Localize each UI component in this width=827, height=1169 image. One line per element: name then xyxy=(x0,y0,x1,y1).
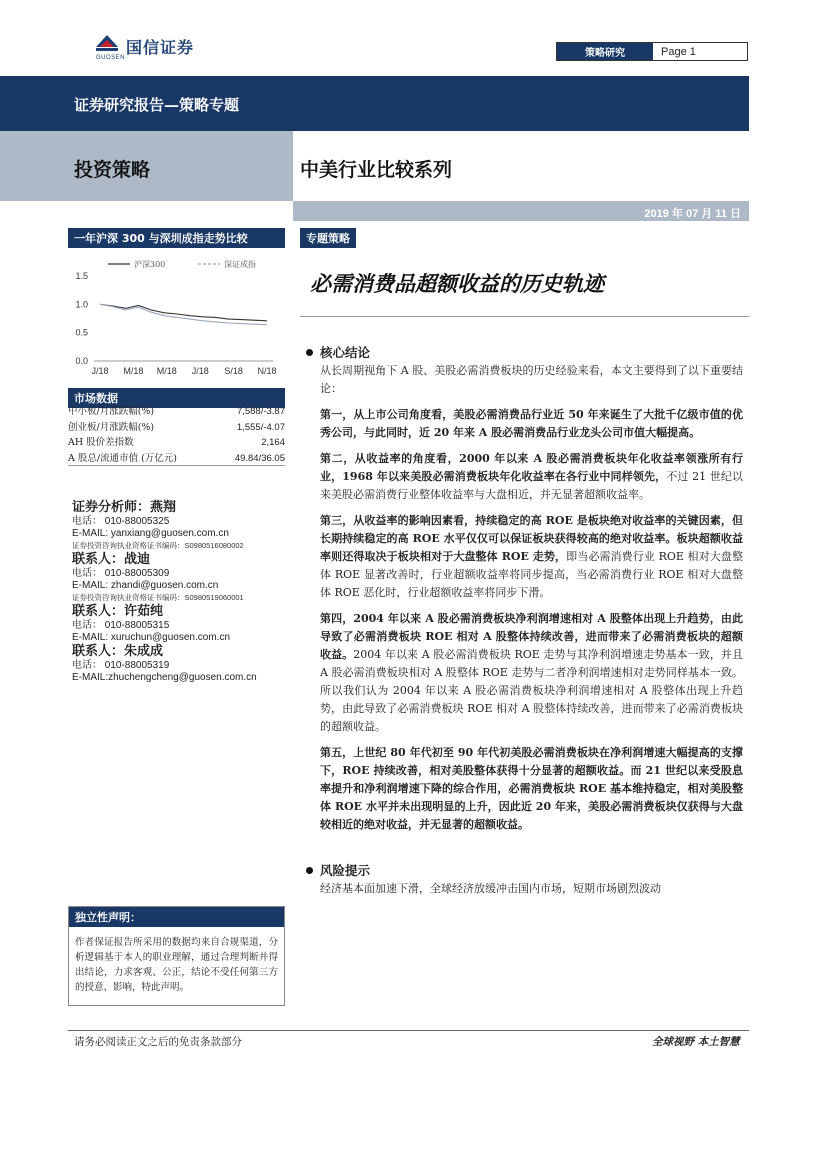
y-tick-label: 0.5 xyxy=(75,327,88,338)
legend-label: 深证成指 xyxy=(224,260,256,269)
footer-slogan: 全球视野 本土智慧 xyxy=(652,1036,740,1048)
conclusion-2-rest: 不过 21 世纪以来美股必需消费行业整体收益率与大盘相近，并无显著超额收益率。 xyxy=(320,470,743,501)
contact-cert: 证券投资咨询执业资格证书编码：S0980519060001 xyxy=(72,593,244,602)
core-conclusion-heading xyxy=(306,343,370,361)
table-row xyxy=(68,420,285,436)
contact-email[interactable]: E-MAIL: xuruchun@guosen.com.cn xyxy=(72,632,231,643)
contact-phone: 电话： 010-88005319 xyxy=(72,660,170,671)
bullet-icon xyxy=(306,867,313,874)
x-tick-label: M/18 xyxy=(156,366,177,376)
series-title: 中美行业比较系列 xyxy=(300,159,453,181)
risk-body: 经济基本面加速下滑，全球经济放缓冲击国内市场，短期市场剧烈波动 xyxy=(320,882,661,895)
page-number: Page 1 xyxy=(661,45,696,58)
risk-heading-label: 风险提示 xyxy=(320,863,371,878)
conclusion-4 xyxy=(320,610,743,736)
header-category-tag: 策略研究 xyxy=(557,43,653,60)
category-banner xyxy=(0,131,293,201)
footer-divider xyxy=(68,1030,749,1031)
row-label: 创业板/月涨跌幅(%) xyxy=(68,421,155,433)
conclusion-4-rest: 2004 年以来 A 股必需消费板块 ROE 走势与其净利润增速走势基本一致，并且 A 股必需消费板块相对 A 股整体 ROE 走势与二者净利润增速相对走势同样基本一致。所以我们认为 2004 年以来 A 股必需消费板块净利润增速相对 A 股整体出现上升趋势，由此导致了必需消费板块 ROE 相对 A 股整体持续改善，进而带来了必需消费板块的超额收益。 xyxy=(320,648,744,733)
contact-name: 联系人：许茹纯 xyxy=(72,604,164,619)
x-tick-label: J/18 xyxy=(191,366,209,376)
category-title: 投资策略 xyxy=(74,159,151,181)
special-topic-tag: 专题策略 xyxy=(300,228,356,248)
y-tick-label: 1.0 xyxy=(75,299,88,310)
market-data-heading: 市场数据 xyxy=(68,388,285,408)
independence-declaration xyxy=(68,906,285,1006)
declaration-heading: 独立性声明： xyxy=(69,907,284,927)
bullet-icon xyxy=(306,349,313,356)
conclusion-2 xyxy=(320,450,743,504)
row-value: 7,588/-3.87 xyxy=(236,406,285,417)
row-value: 2,164 xyxy=(261,437,285,448)
y-tick-label: 1.5 xyxy=(75,271,88,281)
row-label: AH 股价差指数 xyxy=(68,437,134,448)
row-value: 49.84/36.05 xyxy=(234,452,285,464)
conclusion-3-bold: 第三，从收益率的影响因素看，持续稳定的高 ROE 是板块绝对收益率的关键因素，但长期持续稳定的高 ROE 水平仅仅可以保证板块获得较高的绝对收益率。板块超额收益率则还得取决于板块相对于大盘整体 ROE 走势， xyxy=(320,514,743,563)
x-tick-label: M/18 xyxy=(123,366,144,376)
contact-email[interactable]: E-MAIL: zhandi@guosen.com.cn xyxy=(72,580,219,591)
conclusion-3 xyxy=(320,512,743,602)
market-data-table xyxy=(68,404,285,466)
report-type: 证券研究报告—策略专题 xyxy=(74,96,240,114)
row-label: 中小板/月涨跌幅(%) xyxy=(68,406,155,417)
core-conclusion-body xyxy=(320,362,743,842)
contact-phone: 电话： 010-88005315 xyxy=(72,620,170,631)
analyst-contacts xyxy=(72,500,302,684)
guosen-logo-icon xyxy=(94,33,120,55)
row-label: A 股总/流通市值 (万亿元) xyxy=(68,452,178,464)
index-comparison-chart xyxy=(68,246,285,382)
conclusion-3-rest: 即当必需消费行业 ROE 相对大盘整体 ROE 显著改善时，行业超额收益率将同步提高，当必需消费行业 ROE 相对大盘整体 ROE 恶化时，行业超额收益率将同步下滑。 xyxy=(320,550,743,599)
conclusion-2-bold: 第二，从收益率的角度看，2000 年以来 A 股必需消费板块年化收益率领涨所有行业，1968 年以来美股必需消费板块年化收益率在各行业中同样领先， xyxy=(320,452,743,483)
header-tag-box xyxy=(556,42,748,61)
logo-text: 国信证券 xyxy=(126,38,195,57)
contact-name: 联系人：朱成成 xyxy=(72,644,164,659)
analyst-name: 证券分析师：燕翔 xyxy=(72,500,177,515)
logo-sub: GUOSEN xyxy=(96,55,126,61)
conclusion-4-bold: 第四，2004 年以来 A 股必需消费板块净利润增速相对 A 股整体出现上升趋势，由此导致了必需消费板块 ROE 相对 A 股整体持续改善，进而带来了必需消费板块的超额收益。 xyxy=(320,612,743,661)
x-tick-label: S/18 xyxy=(224,366,243,376)
core-heading-label: 核心结论 xyxy=(320,345,371,360)
contact-phone: 电话： 010-88005309 xyxy=(72,568,170,579)
report-title: 必需消费品超额收益的历史轨迹 xyxy=(310,271,604,296)
risk-heading xyxy=(306,861,370,879)
contact-name: 联系人：战迪 xyxy=(72,552,151,567)
legend-label: 沪深300 xyxy=(134,260,166,269)
date-bar xyxy=(293,201,749,221)
row-value: 1,555/-4.07 xyxy=(236,421,285,433)
analyst-email[interactable]: E-MAIL: yanxiang@guosen.com.cn xyxy=(72,528,229,539)
report-type-banner xyxy=(0,76,749,131)
analyst-cert: 证券投资咨询执业资格证书编码：S0980516080002 xyxy=(72,541,244,550)
contact-email[interactable]: E-MAIL:zhuchengcheng@guosen.com.cn xyxy=(72,672,257,683)
conclusion-1: 第一，从上市公司角度看，美股必需消费品行业近 50 年来诞生了大批千亿级市值的优秀公司，与此同时，近 20 年来 A 股必需消费品行业龙头公司市值大幅提高。 xyxy=(320,408,743,439)
x-tick-label: N/18 xyxy=(257,366,277,376)
y-tick-label: 0.0 xyxy=(75,356,88,366)
title-divider xyxy=(300,316,749,317)
report-date: 2019 年 07 月 11 日 xyxy=(644,208,741,220)
chart-heading: 一年沪深 300 与深圳成指走势比较 xyxy=(68,228,285,248)
table-row xyxy=(68,404,285,420)
declaration-body: 作者保证报告所采用的数据均来自合规渠道，分析逻辑基于本人的职业理解，通过合理判断并得出结论，力求客观、公正，结论不受任何第三方的授意、影响，特此声明。 xyxy=(75,937,278,993)
analyst-phone: 电话： 010-88005325 xyxy=(72,516,170,527)
x-tick-label: J/18 xyxy=(91,366,109,376)
footer-disclaimer-note: 请务必阅读正文之后的免责条款部分 xyxy=(74,1036,242,1048)
intro-paragraph: 从长周期视角下 A 股、美股必需消费板块的历史经验来看，本文主要得到了以下重要结论： xyxy=(320,364,743,395)
conclusion-5: 第五，上世纪 80 年代初至 90 年代初美股必需消费板块在净利润增速大幅提高的支撑下，ROE 持续改善，相对美股整体获得十分显著的超额收益。而 21 世纪以来受股息率提升和净利润增速下降的综合作用，必需消费板块 ROE 基本维持稳定，相对美股整体 ROE 水平并未出现明显的上升，因此近 20 年来，美股必需消费板块仅获得与大盘较相近的绝对收益，并无显著的超额收益。 xyxy=(320,746,743,831)
table-row xyxy=(68,451,285,467)
table-row xyxy=(68,435,285,451)
